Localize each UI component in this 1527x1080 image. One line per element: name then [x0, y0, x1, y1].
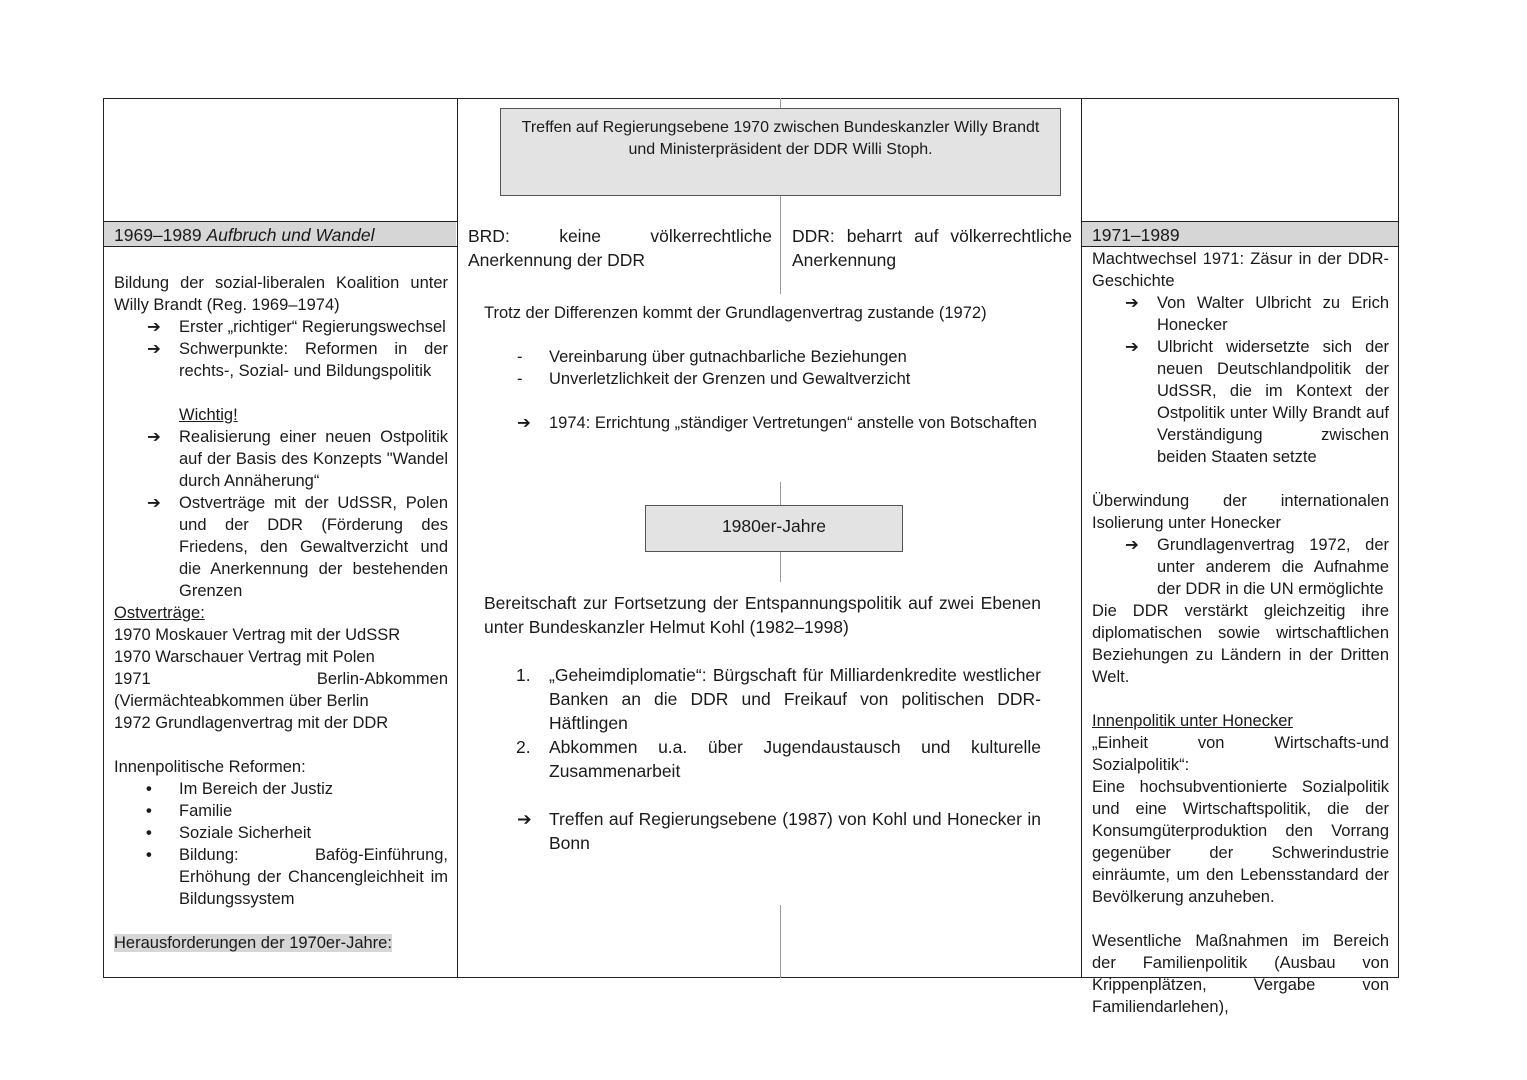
ueberwindung-list	[1092, 534, 1389, 600]
box-1980er-label: 1980er-Jahre	[721, 516, 827, 536]
ddr-diplomatie-text: Die DDR verstärkt gleichzeitig ihre diplomatischen sowie wirtschaftlichen Beziehungen zu Ländern in der Dritten Welt.	[1092, 602, 1389, 686]
koalition-list	[114, 316, 448, 382]
box-1980er	[645, 505, 903, 552]
vertretungen-item: ➔ 1974: Errichtung „ständiger Vertretungen“ anstelle von Botschaften	[517, 414, 1037, 432]
arrow-icon: ➔	[1125, 294, 1139, 312]
reformen-heading: Innenpolitische Reformen:	[114, 758, 306, 776]
ostvertrag-item: 1972 Grundlagenvertrag mit der DDR	[114, 714, 389, 732]
list-item: • Im Bereich der Justiz	[146, 780, 334, 798]
left-header-title: Aufbruch und Wandel	[206, 225, 375, 245]
list-item: ➔ Ulbricht widersetzte sich der neuen Deutschlandpolitik der UdSSR, die im Kontext der Ostpolitik unter Willy Brandt auf Verständigung zwischen beiden Staaten setzte	[1125, 338, 1389, 466]
bullet-icon: •	[146, 824, 152, 842]
grundlagen-section	[484, 302, 1054, 434]
ostvertrag-item: 1970 Moskauer Vertrag mit der UdSSR	[114, 626, 401, 644]
list-item: ➔ Erster „richtiger“ Regierungswechsel	[147, 318, 446, 336]
connector-line	[780, 196, 781, 294]
ostpolitik-list	[114, 426, 448, 602]
arrow-icon: ➔	[147, 340, 161, 358]
list-item: • Soziale Sicherheit	[146, 824, 312, 842]
right-header-bottom-rule	[1081, 246, 1399, 247]
reformen-list	[114, 778, 448, 910]
kohl-section	[484, 591, 1041, 855]
innenpolitik-heading: Innenpolitik unter Honecker	[1092, 712, 1293, 730]
arrow-icon: ➔	[517, 414, 531, 432]
dash-marker: -	[517, 370, 523, 388]
connector-line	[780, 552, 781, 582]
list-item: • Familie	[146, 802, 233, 820]
connector-line	[780, 482, 781, 505]
vereinbarungen-list	[484, 346, 1054, 390]
left-header	[114, 224, 374, 246]
brd-position: BRD: keine völkerrechtliche Anerkennung der DDR	[468, 226, 772, 270]
connector-line	[780, 905, 781, 978]
ddr-position: DDR: beharrt auf völkerrechtliche Anerkennung	[792, 226, 1072, 270]
arrow-icon: ➔	[147, 428, 161, 446]
massnahmen-text: Wesentliche Maßnahmen im Bereich der Familienpolitik (Ausbau von Krippenplätzen, Vergabe von Familiendarlehen),	[1092, 932, 1389, 1016]
ostvertrag-item: 1971 Berlin-Abkommen (Viermächteabkommen über Berlin	[114, 670, 448, 710]
bereitschaft-text: Bereitschaft zur Fortsetzung der Entspannungspolitik auf zwei Ebenen unter Bundeskanzler Helmut Kohl (1982–1998)	[484, 593, 1041, 637]
list-item: ➔ Realisierung einer neuen Ostpolitik auf der Basis des Konzepts "Wandel durch Annäherung“	[147, 428, 448, 490]
meeting-1970-text: Treffen auf Regierungsebene 1970 zwischen Bundeskanzler Willy Brandt und Ministerpräsident der DDR Willi Stoph.	[521, 119, 1040, 158]
list-item: • Bildung: Bafög-Einführung, Erhöhung der Chancengleichheit im Bildungssystem	[146, 846, 448, 908]
list-item: ➔ Ostverträge mit der UdSSR, Polen und der DDR (Förderung des Friedens, den Gewaltverzicht und die Anerkennung der bestehenden Grenzen	[147, 494, 448, 600]
ostvertrag-item: 1970 Warschauer Vertrag mit Polen	[114, 648, 375, 666]
right-content	[1092, 248, 1389, 1016]
left-header-year: 1969–1989	[114, 225, 202, 245]
arrow-icon: ➔	[147, 494, 161, 512]
list-item: ➔ Grundlagenvertrag 1972, der unter anderem die Aufnahme der DDR in die UN ermöglichte	[1125, 536, 1389, 598]
list-item: ➔ Von Walter Ulbricht zu Erich Honecker	[1125, 294, 1389, 334]
arrow-icon: ➔	[147, 318, 161, 336]
meeting-1970-box	[500, 108, 1061, 196]
arrow-icon: ➔	[1125, 338, 1139, 356]
left-content	[114, 272, 448, 954]
list-item: ➔ Schwerpunkte: Reformen in der rechts-, Sozial- und Bildungspolitik	[147, 340, 448, 380]
grundlagenvertrag-text: Trotz der Differenzen kommt der Grundlagenvertrag zustande (1972)	[484, 304, 987, 322]
arrow-icon: ➔	[517, 809, 532, 829]
einheit-heading: „Einheit von Wirtschafts-und Sozialpolitik“:	[1092, 734, 1389, 774]
einheit-text: Eine hochsubventionierte Sozialpolitik und eine Wirtschaftspolitik, die der Konsumgüterproduktion den Vorrang gegenüber der Schwerindustrie einräumte, um den Lebensstandard der Bevölkerung anzuheben.	[1092, 778, 1389, 906]
left-header-bottom-rule	[103, 246, 457, 247]
dash-marker: -	[517, 348, 523, 366]
bullet-icon: •	[146, 780, 152, 798]
list-item: 2. Abkommen u.a. über Jugendaustausch und kulturelle Zusammenarbeit	[516, 737, 1041, 781]
ueberwindung-text: Überwindung der internationalen Isolierung unter Honecker	[1092, 492, 1389, 532]
bullet-icon: •	[146, 802, 152, 820]
list-item: - Unverletzlichkeit der Grenzen und Gewaltverzicht	[517, 370, 911, 388]
ebenen-list	[484, 663, 1041, 783]
treffen-1987-item: ➔ Treffen auf Regierungsebene (1987) von Kohl und Honecker in Bonn	[517, 809, 1041, 853]
bullet-icon: •	[146, 846, 152, 864]
machtwechsel-list	[1092, 292, 1389, 468]
koalition-intro: Bildung der sozial-liberalen Koalition unter Willy Brandt (Reg. 1969–1974)	[114, 274, 448, 314]
machtwechsel-text: Machtwechsel 1971: Zäsur in der DDR-Geschichte	[1092, 250, 1389, 290]
arrow-icon: ➔	[1125, 536, 1139, 554]
wichtig-label: Wichtig!	[179, 406, 238, 424]
list-item: 1. „Geheimdiplomatie“: Bürgschaft für Milliardenkredite westlicher Banken an die DDR und Freikauf von politischen DDR-Häftlingen	[516, 665, 1041, 733]
right-header: 1971–1989	[1092, 225, 1180, 245]
column-divider-left	[457, 98, 458, 978]
list-item: - Vereinbarung über gutnachbarliche Beziehungen	[517, 348, 907, 366]
connector-line	[780, 98, 781, 108]
challenges-heading: Herausforderungen der 1970er-Jahre:	[114, 934, 392, 952]
ostvertraege-heading: Ostverträge:	[114, 604, 205, 622]
